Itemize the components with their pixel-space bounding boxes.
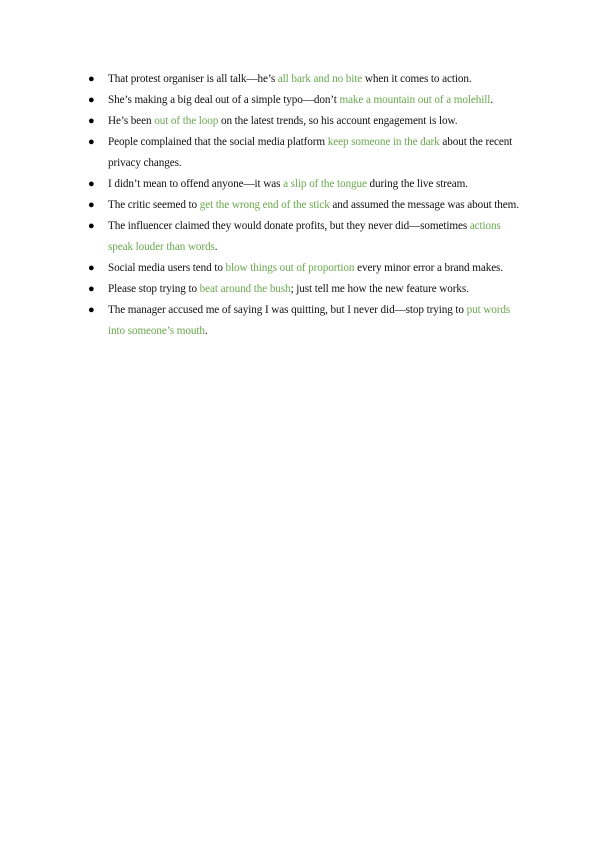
list-item bbox=[82, 174, 527, 195]
sentence-text-before: The influencer claimed they would donate profits, but they never did—sometimes bbox=[108, 220, 470, 232]
sentence-text-after: ; just tell me how the new feature works. bbox=[290, 283, 469, 295]
bullet-icon: ● bbox=[88, 136, 95, 148]
sentence-text-before: That protest organiser is all talk—he’s bbox=[108, 73, 278, 85]
bullet-icon: ● bbox=[88, 199, 95, 211]
sentence-text-before: The critic seemed to bbox=[108, 199, 200, 211]
list-item bbox=[82, 300, 527, 342]
idiom-highlight: beat around the bush bbox=[199, 283, 291, 295]
sentence-text-before: He’s been bbox=[108, 115, 155, 127]
idiom-highlight: put words into someone’s mouth bbox=[108, 304, 511, 337]
sentence-text-before: Social media users tend to bbox=[108, 262, 226, 274]
bullet-icon: ● bbox=[88, 283, 95, 295]
idiom-highlight: a slip of the tongue bbox=[283, 178, 367, 190]
sentence-text-after: . bbox=[490, 94, 493, 106]
list-item bbox=[82, 132, 527, 174]
sentence-text-after: during the live stream. bbox=[366, 178, 468, 190]
sentence-text-before: The manager accused me of saying I was quitting, but I never did—stop trying to bbox=[108, 304, 467, 316]
sentence-text-before: Please stop trying to bbox=[108, 283, 200, 295]
idiom-highlight: make a mountain out of a molehill bbox=[339, 94, 491, 106]
bullet-icon: ● bbox=[88, 178, 95, 190]
sentence-text-after: when it comes to action. bbox=[362, 73, 472, 85]
sentence-text-after: . bbox=[204, 325, 208, 337]
list-item bbox=[82, 258, 527, 279]
list-item bbox=[82, 279, 527, 300]
list-item bbox=[82, 90, 527, 111]
list-item bbox=[82, 111, 527, 132]
bullet-icon: ● bbox=[88, 94, 95, 106]
idiom-highlight: blow things out of proportion bbox=[225, 262, 355, 274]
idiom-highlight: all bark and no bite bbox=[277, 73, 363, 85]
bullet-icon: ● bbox=[88, 220, 95, 232]
sentence-text-before: She’s making a big deal out of a simple typo—don’t bbox=[108, 94, 340, 106]
sentence-text-before: People complained that the social media platform bbox=[108, 136, 328, 148]
sentence-text-after: . bbox=[214, 241, 218, 253]
list-item bbox=[82, 195, 527, 216]
idiom-highlight: out of the loop bbox=[154, 115, 219, 127]
list-item bbox=[82, 69, 527, 90]
idiom-highlight: keep someone in the dark bbox=[327, 136, 440, 148]
sentence-text-after: every minor error a brand makes. bbox=[354, 262, 504, 274]
bullet-icon: ● bbox=[88, 304, 95, 316]
idiom-highlight: actions speak louder than words bbox=[108, 220, 501, 253]
idiom-highlight: get the wrong end of the stick bbox=[199, 199, 330, 211]
idiom-sentence-list bbox=[82, 69, 527, 342]
sentence-text-after: about the recent privacy changes. bbox=[108, 136, 513, 169]
sentence-text-after: and assumed the message was about them. bbox=[329, 199, 519, 211]
sentence-text-before: I didn’t mean to offend anyone—it was bbox=[108, 178, 284, 190]
list-item bbox=[82, 216, 527, 258]
bullet-icon: ● bbox=[88, 115, 95, 127]
sentence-text-after: on the latest trends, so his account engagement is low. bbox=[218, 115, 458, 127]
bullet-icon: ● bbox=[88, 73, 95, 85]
bullet-icon: ● bbox=[88, 262, 95, 274]
